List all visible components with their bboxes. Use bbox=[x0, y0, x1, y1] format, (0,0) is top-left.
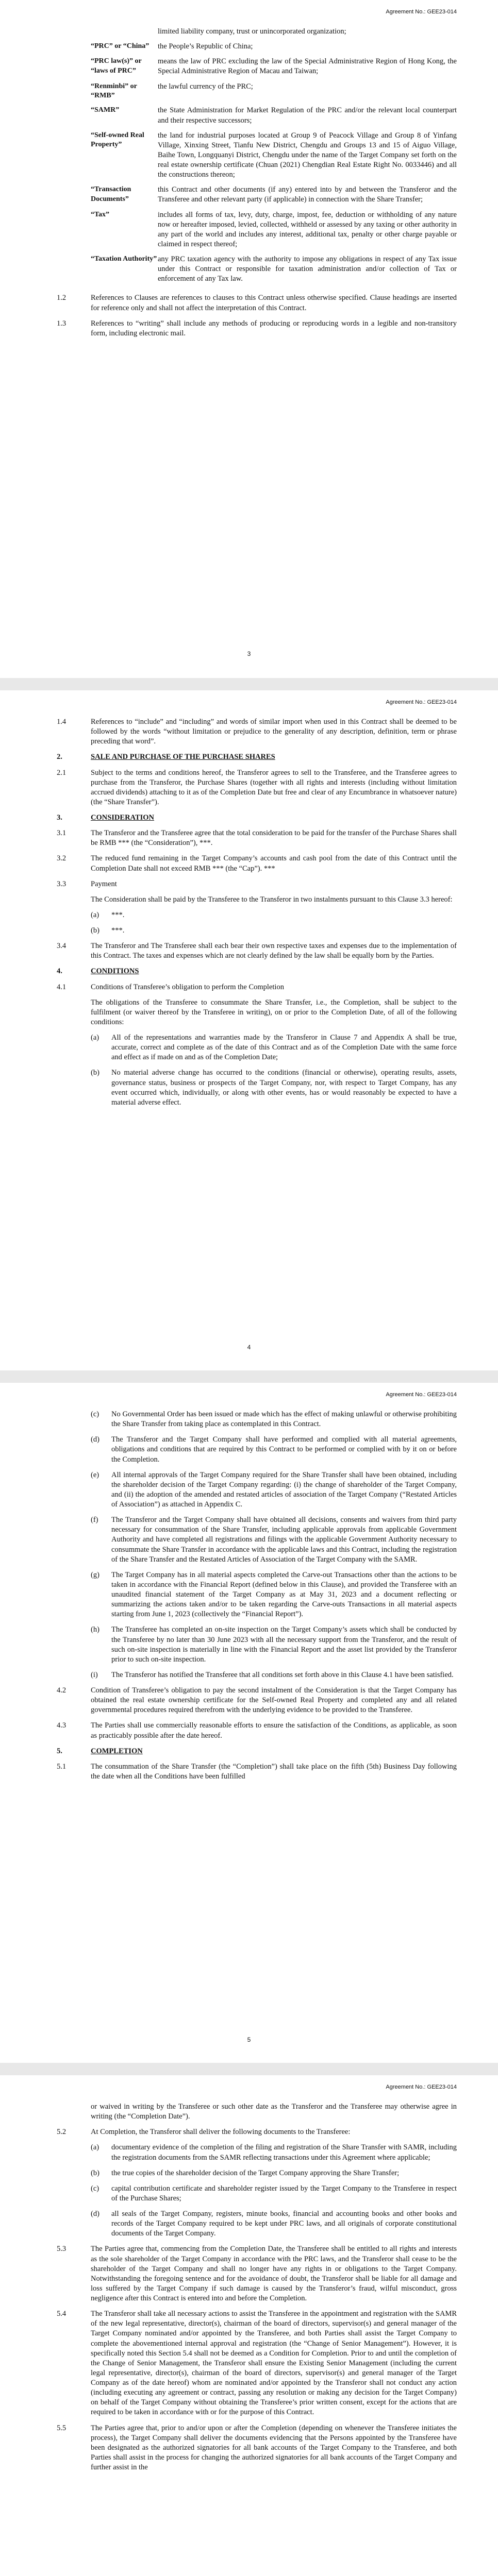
clause-text: The Parties shall use commercially reasonable efforts to ensure the satisfaction of the Conditions, as applicable, as soon as practicably possible after the date hereof. bbox=[91, 1721, 457, 1740]
definition-row bbox=[57, 210, 457, 250]
agreement-number: Agreement No.: GEE23-014 bbox=[386, 2084, 457, 2090]
section-number: 3. bbox=[57, 814, 62, 822]
clause-text: The Transferor shall take all necessary actions to assist the Transferee in the appointment and registration with the SAMR of the new legal representative, director(s), chairman of the board of directors, supervisor(s) and general manager of the Target Company nominated and/or appointed by the Transferee, and both Parties shall assist the Target Company to complete the abovementioned internal approval and registration (the “Change of Senior Management”). However, it is specifically noted this Section 5.4 shall not be deemed as a Condition for Completion. Prior to and until the completion of the Change of Senior Management, the Transferor shall ensure the Existing Senior Management (including the current legal representative, director(s), chairman of the board of directors, supervisor(s) and general manager of the Target Company as of the date hereof) whom are nominated and/or appointed by the Transferor shall not conduct any action (including executing any agreement or contract, passing any resolution or making any decision for the Target Company) on behalf of the Target Company without obtaining the Transferee’s prior written consent, except for the actions that are required to be taken in accordance with or for the purpose of this Contract. bbox=[91, 2310, 457, 2417]
clause-2-1 bbox=[57, 768, 457, 808]
clause-text: Condition of Transferee’s obligation to pay the second instalment of the Consideration is that the Target Company has obtained the real estate ownership certificate for the Self-owned Real Property and completed any and all related governmental procedures required therefrom with the underlying evidence to be provided to the Transferee. bbox=[91, 1686, 457, 1715]
definition-text: includes all forms of tax, levy, duty, charge, impost, fee, deduction or withholding of any nature now or hereafter imposed, levied, collected, withheld or assessed by any taxing or other authority in any part of the world and includes any interest, additional tax, penalty or other charge payable or claimed in respect thereof; bbox=[158, 210, 457, 248]
clause-number: 5.2 bbox=[57, 2128, 67, 2137]
section-title: COMPLETION bbox=[91, 1747, 143, 1755]
section-number: 4. bbox=[57, 967, 62, 976]
definition-text: the People’s Republic of China; bbox=[158, 42, 253, 51]
sub-clause-label: (f) bbox=[91, 1516, 98, 1524]
clause-text: The reduced fund remaining in the Target Company’s accounts and cash pool from the date of this Contract until the Completion Date shall not exceed RMB *** (the “Cap”). *** bbox=[91, 854, 457, 873]
sub-clause-text: The Transferor and the Target Company shall have obtained all decisions, consents and waivers from third party necessary for consummation of the Share Transfer, including applicable approvals from applicable Government Authority and have completed all registrations and filings with the applicable Government Authority necessary to consummate the Share Transfer in accordance with the applicable laws and this Contract, including the registration of the Share Transfer and the Restated Articles of Association of the Target Company with the SAMR. bbox=[111, 1516, 457, 1564]
clause-4-1 bbox=[57, 982, 457, 992]
clause-5-4 bbox=[57, 2309, 457, 2417]
section-4-heading bbox=[57, 967, 457, 976]
sub-clause-5-2-d bbox=[91, 2209, 457, 2239]
section-number: 2. bbox=[57, 753, 62, 761]
sub-clause-4-1-c bbox=[91, 1410, 457, 1429]
sub-clause-label: (e) bbox=[91, 1470, 99, 1479]
sub-clause-label: (b) bbox=[91, 926, 99, 935]
page-6 bbox=[0, 2075, 498, 2576]
sub-clause-4-1-i bbox=[91, 1670, 457, 1680]
sub-clause-label: (c) bbox=[91, 1410, 99, 1418]
definition-row bbox=[57, 106, 457, 125]
sub-clause-4-1-g bbox=[91, 1570, 457, 1620]
clause-text: At Completion, the Transferor shall deliver the following documents to the Transferee: bbox=[91, 2128, 351, 2137]
definition-row bbox=[57, 185, 457, 205]
clause-number: 2.1 bbox=[57, 768, 67, 777]
clause-5-3 bbox=[57, 2244, 457, 2303]
clause-text: The Parties agree that, prior to and/or upon or after the Completion (depending on whenever the Transferee initiates the process), the Target Company shall deliver the documents evidencing that the Persons appointed by the Transferee have been designated as the authorized signatories for all bank accounts of the Target Company to the Transferee, and both Parties shall assist in the process for changing the authorized signatories for all bank accounts of the Target Company and further assist in the bbox=[91, 2424, 457, 2471]
sub-clause-5-2-c bbox=[91, 2184, 457, 2204]
sub-clause-label: (b) bbox=[91, 1069, 99, 1077]
page-3 bbox=[0, 0, 498, 678]
definition-term: “PRC” or “China” bbox=[91, 42, 150, 50]
clause-number: 4.3 bbox=[57, 1721, 67, 1730]
sub-clause-4-1-d bbox=[91, 1435, 457, 1464]
clause-number: 3.2 bbox=[57, 854, 67, 863]
sub-clause-3-3-b bbox=[91, 926, 457, 936]
sub-clause-text: ***. bbox=[111, 926, 125, 935]
clause-number: 5.4 bbox=[57, 2310, 67, 2318]
clause-5-1 bbox=[57, 1762, 457, 1782]
clause-3-3 bbox=[57, 879, 457, 889]
definition-term: “Self-owned Real Property” bbox=[91, 131, 144, 149]
clause-text: The Transferor and the Transferee agree that the total consideration to be paid for the transfer of the Purchase Shares shall be RMB *** (the “Consideration”), ***. bbox=[91, 829, 457, 848]
sub-clause-text: All internal approvals of the Target Company required for the Share Transfer shall have been obtained, including the shareholder decision of the Target Company regarding: (i) the change of shareholder of the Target Company, and (ii) the adoption of the amended and restated articles of association of the Target Company (“Restated Articles of Association”) as attached in Appendix C. bbox=[111, 1470, 457, 1509]
clause-number: 4.1 bbox=[57, 982, 67, 991]
sub-clause-4-1-a bbox=[91, 1033, 457, 1062]
sub-clause-4-1-h bbox=[91, 1625, 457, 1665]
clause-number: 5.1 bbox=[57, 1762, 67, 1771]
agreement-number: Agreement No.: GEE23-014 bbox=[386, 699, 457, 705]
sub-clause-text: No material adverse change has occurred to the conditions (financial or otherwise), operating results, assets, governance status, business or prospects of the Target Company, nor, with respect to Target Company, has any event occurred which, individually, or along with other events, has or would reasonably be expected to have a material adverse effect. bbox=[111, 1069, 457, 1107]
section-title: SALE AND PURCHASE OF THE PURCHASE SHARES bbox=[91, 753, 275, 761]
definition-term: “Renminbi” or “RMB” bbox=[91, 82, 137, 99]
clause-number: 3.4 bbox=[57, 942, 67, 951]
sub-clause-label: (g) bbox=[91, 1570, 99, 1579]
sub-clause-text: The Transferee has completed an on-site inspection on the Target Company’s assets which shall be conducted by the Transferee by no later than 30 June 2023 with all the necessary support from the Transferor, and the result of such on-site inspection is materially in line with the Financial Report and the asset list provided by the Transferor prior to such on-site inspection. bbox=[111, 1625, 457, 1664]
definition-text: the lawful currency of the PRC; bbox=[158, 82, 253, 91]
sub-clause-label: (b) bbox=[91, 2168, 99, 2177]
sub-clause-text: The Target Company has in all material aspects completed the Carve-out Transactions other than the actions to be taken in accordance with the Financial Report (defined below in this Clause), and provided the Transferee with an unaudited financial statement of the Target Company as at May 31, 2023 and a document reflecting or summarizing the actions taken and/or to be taken regarding the Carve-outs Transactions in all material aspects starting from June 1, 2023 (collectively the “Financial Report”). bbox=[111, 1570, 457, 1619]
clause-1-3 bbox=[57, 319, 457, 338]
definition-row bbox=[57, 131, 457, 180]
sub-clause-label: (i) bbox=[91, 1670, 98, 1679]
definition-text: the State Administration for Market Regulation of the PRC and/or the relevant local counterpart and their respective successors; bbox=[158, 106, 457, 125]
clause-number: 5.3 bbox=[57, 2245, 67, 2253]
clause-number: 5.5 bbox=[57, 2424, 67, 2432]
page-number: 5 bbox=[247, 2036, 251, 2043]
section-number: 5. bbox=[57, 1747, 62, 1755]
sub-clause-text: The Transferor has notified the Transferee that all conditions set forth above in this Clause 4.1 have been satisfied. bbox=[111, 1670, 454, 1679]
agreement-number: Agreement No.: GEE23-014 bbox=[386, 1392, 457, 1398]
definition-text: the land for industrial purposes located at Group 9 of Peacock Village and Group 8 of Yinfang Village, Xinxing Street, Tianfu New District, Chengdu and Groups 13 and 15 of Aiguo Village, Baihe Town, Longquanyi District, Chengdu under the name of the Target Company set forth on the real estate ownership certificate (Chuan (2021) Chengdian Real Estate Right No. 0033446) and all the constructions thereon; bbox=[158, 131, 457, 179]
sub-clause-3-3-a bbox=[91, 910, 457, 920]
clause-5-2 bbox=[57, 2127, 457, 2137]
definition-term: “Taxation Authority” bbox=[91, 255, 157, 263]
page-5 bbox=[0, 1383, 498, 2063]
clause-continuation: or waived in writing by the Transferee or such other date as the Transferor and the Transferee may otherwise agree in writing (the “Completion Date”). bbox=[91, 2103, 457, 2121]
page-number: 4 bbox=[247, 1344, 251, 1351]
sub-clause-label: (h) bbox=[91, 1625, 99, 1634]
clause-text: Payment bbox=[91, 879, 117, 888]
clause-number: 3.1 bbox=[57, 829, 67, 838]
definition-text: limited liability company, trust or unincorporated organization; bbox=[158, 27, 346, 36]
sub-clause-label: (a) bbox=[91, 1033, 99, 1042]
sub-clause-5-2-b bbox=[91, 2168, 457, 2178]
definition-row bbox=[57, 82, 457, 101]
definition-row bbox=[57, 57, 457, 76]
clause-text: References to Clauses are references to clauses to this Contract unless otherwise specified. Clause headings are inserted for reference only and shall not affect the interpretation of this Contract. bbox=[91, 294, 457, 312]
clause-text: Subject to the terms and conditions hereof, the Transferor agrees to sell to the Transferee, and the Transferee agrees to purchase from the Transferor, the Purchase Shares (together with all rights and interests (including without limitation accrued dividends) attaching to it as of the Completion Date but free and clear of any Encumbrance in whatsoever nature) (the “Share Transfer”). bbox=[91, 768, 457, 806]
sub-clause-label: (a) bbox=[91, 2143, 99, 2152]
clause-4-2 bbox=[57, 1686, 457, 1715]
clause-number: 1.3 bbox=[57, 319, 67, 328]
clause-3-1 bbox=[57, 828, 457, 848]
sub-clause-label: (a) bbox=[91, 910, 99, 919]
section-3-heading bbox=[57, 813, 457, 823]
clause-number: 1.2 bbox=[57, 294, 67, 302]
definition-row bbox=[57, 42, 457, 52]
sub-clause-text: documentary evidence of the completion of the filing and registration of the Share Transfer with SAMR, including the registration documents from the SAMR reflecting transactions under this Agreement where applicable; bbox=[111, 2143, 457, 2162]
definition-term: “SAMR” bbox=[91, 106, 120, 114]
sub-clause-label: (d) bbox=[91, 1435, 99, 1444]
section-title: CONSIDERATION bbox=[91, 814, 155, 822]
clause-5-5 bbox=[57, 2424, 457, 2473]
clause-text: The Parties agree that, commencing from the Completion Date, the Transferee shall be entitled to all rights and interests as the sole shareholder of the Target Company in accordance with the PRC laws, and the Transferor shall cease to be the shareholder of the Target Company and shall no longer have any rights in or obligations to the Target Company. Notwithstanding the foregoing sentence and for the avoidance of doubt, the Transferor shall be liable for all damage and loss suffered by the Target Company if such damage is caused by the Transferor’s fraud, wilful misconduct, gross negligence after this Contract is entered into and before the Completion. bbox=[91, 2245, 457, 2302]
sub-clause-text: all seals of the Target Company, registers, minute books, financial and accounting books and other books and records of the Target Company required to be kept under PRC laws, and all originals of corporate constitutional documents of the Target Company. bbox=[111, 2210, 457, 2238]
clause-number: 3.3 bbox=[57, 879, 67, 888]
sub-clause-4-1-f bbox=[91, 1515, 457, 1565]
sub-clause-text: the true copies of the shareholder decision of the Target Company approving the Share Transfer; bbox=[111, 2168, 400, 2177]
clause-number: 4.2 bbox=[57, 1686, 67, 1694]
sub-clause-5-2-a bbox=[91, 2143, 457, 2162]
definitions-list bbox=[57, 27, 457, 284]
clause-text: References to “writing” shall include any methods of producing or reproducing words in a legible and non-transitory form, including electronic mail. bbox=[91, 319, 457, 337]
sub-clause-4-1-b bbox=[91, 1068, 457, 1108]
definition-row bbox=[57, 255, 457, 284]
clause-4-3 bbox=[57, 1721, 457, 1740]
sub-clause-text: All of the representations and warranties made by the Transferor in Clause 7 and Appendix A shall be true, accurate, correct and complete as of the date of this Contract and as of the Completion Date with the same force and effect as if made on and as of the Completion Date; bbox=[111, 1033, 457, 1062]
sub-clause-4-1-e bbox=[91, 1470, 457, 1510]
page-4 bbox=[0, 690, 498, 1370]
section-5-heading bbox=[57, 1747, 457, 1756]
definition-text: any PRC taxation agency with the authority to impose any obligations in respect of any Tax issue under this Contract or responsible for taxation administration and/or collection of Tax or enforcement of any Tax law. bbox=[158, 255, 457, 283]
sub-clause-text: No Governmental Order has been issued or made which has the effect of making unlawful or otherwise prohibiting the Share Transfer from taking place as contemplated in this Contract. bbox=[111, 1410, 457, 1429]
definition-term: “Transaction Documents” bbox=[91, 185, 131, 203]
sub-clause-label: (c) bbox=[91, 2184, 99, 2193]
agreement-number: Agreement No.: GEE23-014 bbox=[386, 9, 457, 15]
clause-3-2 bbox=[57, 854, 457, 873]
sub-clause-text: The Transferor and the Target Company shall have performed and complied with all material agreements, obligations and conditions that are required by this Contract to be performed or complied with by it on or before the Completion. bbox=[111, 1435, 457, 1464]
definition-term bbox=[57, 27, 158, 37]
clause-text: Conditions of Transferee’s obligation to perform the Completion bbox=[91, 982, 284, 991]
sub-clause-text: capital contribution certificate and shareholder register issued by the Target Company to the Transferee in respect of the Purchase Shares; bbox=[111, 2184, 457, 2202]
definition-row bbox=[57, 27, 457, 37]
clause-text: The consummation of the Share Transfer (the “Completion”) shall take place on the fifth (5th) Business Day following the date when all the Conditions have been fulfilled bbox=[91, 1762, 457, 1781]
clause-1-4 bbox=[57, 717, 457, 747]
definition-term: “PRC law(s)” or “laws of PRC” bbox=[91, 57, 142, 75]
clause-3-4 bbox=[57, 941, 457, 961]
sub-clause-text: ***. bbox=[111, 910, 125, 919]
section-title: CONDITIONS bbox=[91, 967, 139, 976]
definition-text: this Contract and other documents (if any) entered into by and between the Transferor and the Transferee and other relevant party (if applicable) in connection with the Share Transfer; bbox=[158, 185, 457, 204]
page-number: 3 bbox=[247, 650, 251, 657]
clause-paragraph: The Consideration shall be paid by the Transferee to the Transferor in two instalments pursuant to this Clause 3.3 hereof: bbox=[91, 895, 453, 904]
clause-number: 1.4 bbox=[57, 718, 67, 726]
clause-paragraph: The obligations of the Transferee to consummate the Share Transfer, i.e., the Completion, shall be subject to the fulfilment (or waiver thereof by the Transferee in writing), on or prior to the Completion Date, of all of the following conditions: bbox=[91, 998, 457, 1026]
section-2-heading bbox=[57, 752, 457, 762]
definition-text: means the law of PRC excluding the law of the Special Administrative Region of Hong Kong, the Special Administrative Region of Macau and Taiwan; bbox=[158, 57, 457, 76]
sub-clause-label: (d) bbox=[91, 2210, 99, 2218]
definition-term: “Tax” bbox=[91, 210, 110, 218]
clause-text: References to “include” and “including” and words of similar import when used in this Contract shall be deemed to be followed by the words “without limitation or prejudice to the generality of any description, definition, term or phrase preceding that word”. bbox=[91, 718, 457, 746]
clause-1-2 bbox=[57, 293, 457, 313]
clause-text: The Transferor and The Transferee shall each bear their own respective taxes and expenses due to the implementation of this Contract. The taxes and expenses which are not clearly defined by the law shall be equally born by the Parties. bbox=[91, 942, 457, 960]
